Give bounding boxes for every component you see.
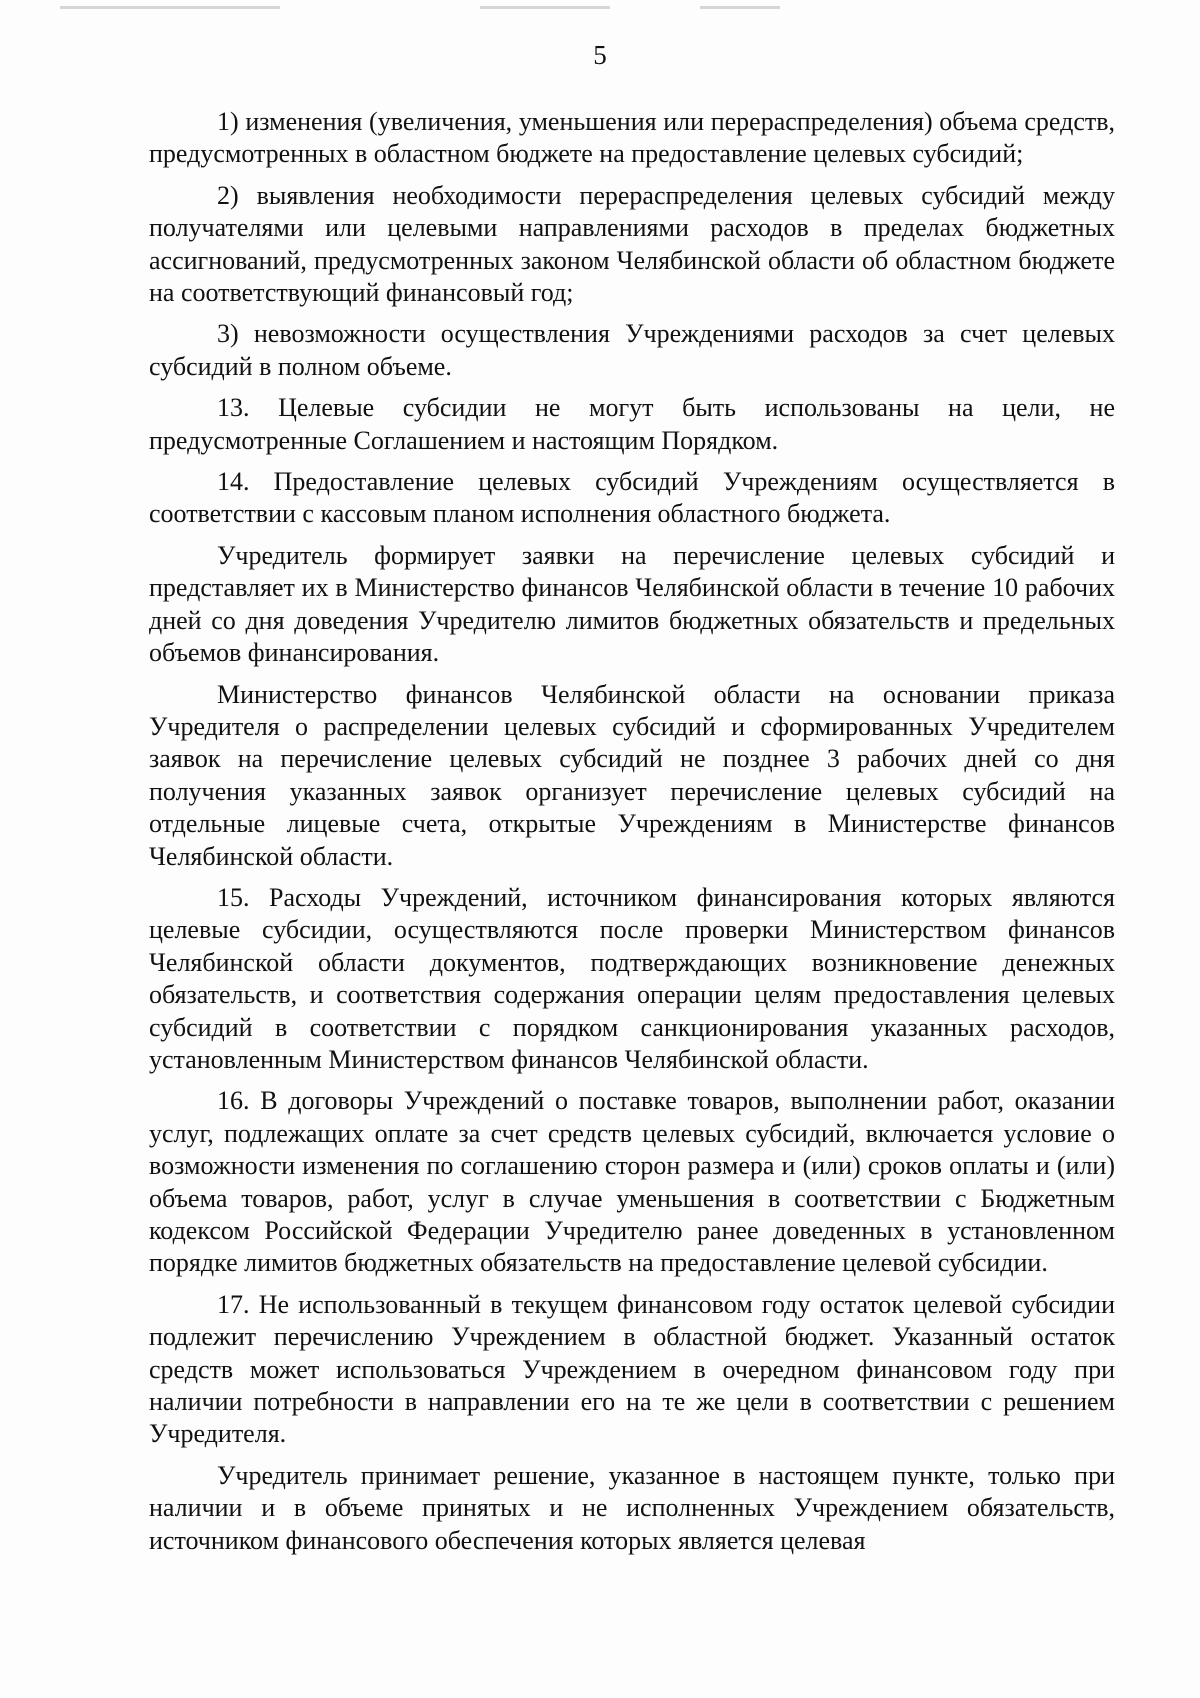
paragraph: 15. Расходы Учреждений, источником финансирования которых являются целевые субсидии, осуществляются после проверки Министерством финансов Челябинской области документов, подтверждающих возникновение денежных обязательств, и соответствия содержания операции целям предоставления целевых субсидий в соответствии с порядком санкционирования указанных расходов, установленным Министерством финансов Челябинской области. <box>149 882 1115 1074</box>
scan-artifact <box>700 6 780 9</box>
paragraph: 16. В договоры Учреждений о поставке товаров, выполнении работ, оказании услуг, подлежащих оплате за счет средств целевых субсидий, включается условие о возможности изменения по соглашению сторон размера и (или) сроков оплаты и (или) объема товаров, работ, услуг в случае уменьшения в соответствии с Бюджетным кодексом Российской Федерации Учредителю ранее доведенных в установленном порядке лимитов бюджетных обязательств на предоставление целевой субсидии. <box>149 1086 1115 1278</box>
paragraph: 13. Целевые субсидии не могут быть использованы на цели, не предусмотренные Соглашением и настоящим Порядком. <box>149 393 1115 455</box>
paragraph: 17. Не использованный в текущем финансовом году остаток целевой субсидии подлежит перечислению Учреждением в областной бюджет. Указанный остаток средств может использоваться Учреждением в очередном финансовом году при наличии потребности в направлении его на те же цели в соответствии с решением Учредителя. <box>149 1289 1115 1449</box>
page-number: 5 <box>593 40 607 70</box>
paragraph: 1) изменения (увеличения, уменьшения или перераспределения) объема средств, предусмотренных в областном бюджете на предоставление целевых субсидий; <box>149 107 1115 169</box>
paragraph: 3) невозможности осуществления Учреждениями расходов за счет целевых субсидий в полном объеме. <box>149 319 1115 381</box>
paragraph: Министерство финансов Челябинской области на основании приказа Учредителя о распределении целевых субсидий и сформированных Учредителем заявок на перечисление целевых субсидий не позднее 3 рабочих дней со дня получения указанных заявок организует перечисление целевых субсидий на отдельные лицевые счета, открытые Учреждениям в Министерстве финансов Челябинской области. <box>149 679 1115 871</box>
document-body <box>149 106 1115 1557</box>
paragraph: Учредитель принимает решение, указанное в настоящем пункте, только при наличии и в объеме принятых и не исполненных Учреждением обязательств, источником финансового обеспечения которых является целевая <box>149 1460 1115 1555</box>
scan-artifact <box>480 6 610 9</box>
paragraph: Учредитель формирует заявки на перечисление целевых субсидий и представляет их в Министерство финансов Челябинской области в течение 10 рабочих дней со дня доведения Учредителю лимитов бюджетных обязательств и предельных объемов финансирования. <box>149 540 1115 668</box>
scan-artifact <box>60 6 280 9</box>
paragraph: 2) выявления необходимости перераспределения целевых субсидий между получателями или целевыми направлениями расходов в пределах бюджетных ассигнований, предусмотренных законом Челябинской области об областном бюджете на соответствующий финансовый год; <box>149 180 1115 308</box>
paragraph: 14. Предоставление целевых субсидий Учреждениям осуществляется в соответствии с кассовым планом исполнения областного бюджета. <box>149 467 1115 529</box>
